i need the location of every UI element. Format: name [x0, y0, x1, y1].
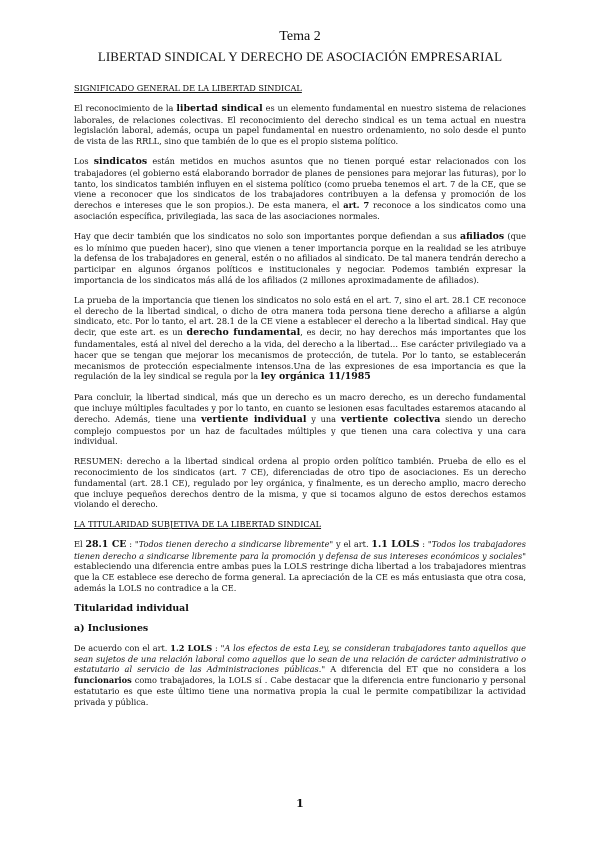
paragraph-text: y el art. — [333, 538, 372, 549]
bold-term: vertiente individual — [201, 413, 307, 425]
paragraph-text: Los — [74, 155, 94, 166]
paragraph-text: reconoce a los sindicatos como una asociación específica, privilegiada, las saca de las asociaciones normales. — [74, 200, 526, 221]
paragraph-text: (que es lo mínimo que pueden hacer), sino que vienen a tener importancia porque en la realidad se les atribuye la defensa de los trabajadores en general, estén o no afiliados al sindicato. De tal manera tendrán derecho a participar en algunos órganos políticos e institucionales y negociar. Podemos también expresar la importancia de los sindicatos más allá de los afiliados (2 millones aproximadamente de afiliados). — [74, 230, 526, 285]
bold-term: libertad sindical — [176, 102, 263, 114]
paragraph-text: y una — [306, 413, 341, 424]
paragraph-text: El — [74, 538, 86, 549]
bold-term: funcionarios — [74, 675, 132, 686]
paragraph-text: estableciendo una diferencia entre ambas pues la LOLS restringe dicha libertad a los trabajadores mientras que la CE establece ese derecho de forma general. La apreciación de la CE es más entusiasta que otra cosa, además la LOLS no contradice a la CE. — [74, 561, 526, 594]
bold-term: vertiente colectiva — [340, 413, 441, 425]
bold-term: 1.2 LOLS — [170, 642, 213, 653]
italic-quote: "Todos los trabajadores tienen derecho a sindicarse libremente para la promoción y defensa de sus intereses económicos y sociales" — [74, 538, 526, 561]
subsubsection-heading: a) Inclusiones — [74, 622, 149, 634]
paragraph-text: A diferencia del ET que no considera a los — [325, 664, 526, 675]
bold-term: ley orgánica 11/1985 — [260, 371, 371, 383]
paragraph-text: De acuerdo con el art. — [74, 642, 171, 653]
paragraph-text: : — [212, 642, 221, 653]
paragraph-text: están metidos en muchos asuntos que no tienen porqué estar relacionados con los trabajadores (el gobierno está elaborando borrador de planes de pensiones para mejorar las futuras), por lo tanto, los sindicatos también influyen en el sistema político (como prueba tenemos el art. 7 de la CE, que se viene a reconocer que los sindicatos de los trabajadores contribuyen a la defensa y promoción de los derechos e intereses que le son propios.). De esta manera, el — [74, 155, 526, 211]
paragraph-text: El reconocimiento de la — [74, 102, 177, 113]
paragraph — [74, 643, 526, 708]
paragraph — [74, 295, 526, 383]
chapter-number: Tema 2 — [279, 29, 321, 44]
section-heading: LA TITULARIDAD SUBJETIVA DE LA LIBERTAD SINDICAL — [74, 519, 322, 530]
subsection-heading: Titularidad individual — [74, 602, 189, 614]
document-title: LIBERTAD SINDICAL Y DERECHO DE ASOCIACIÓN EMPRESARIAL — [97, 49, 503, 64]
paragraph-text: : — [126, 538, 135, 549]
paragraph-text: como trabajadores, la LOLS sí . Cabe destacar que la diferencia entre funcionario y personal estatutario es que este último tiene una normativa propia la cual le permite compatibilizar la actividad privada y pública. — [74, 675, 526, 707]
paragraph-text: , es decir, no hay derechos más importantes que los fundamentales, está al nivel del derecho a la vida, del derecho a la libertad… Ese carácter privilegiado va a hacer que se tengan que mejorar los mecanismos de protección, de tutela. Por lo tanto, se establecerán mecanismos de protección especialmente intensos.Una de las expresiones de esa importancia es que la regulación de la ley sindical se regula por la — [74, 327, 526, 382]
paragraph-text: siendo un derecho complejo compuestos por un haz de facultades múltiples y que tienen una cara colectiva y una cara individual. — [74, 413, 526, 447]
paragraph — [74, 156, 526, 222]
paragraph — [74, 539, 526, 594]
paragraph — [74, 392, 526, 447]
italic-quote: "A los efectos de esta Ley, se consideran trabajadores tanto aquellos que sean sujetos de una relación laboral como aquellos que lo sean de una relación de carácter administrativo o estatutario al servicio de las Administraciones públicas." — [74, 642, 526, 675]
paragraph — [74, 231, 526, 286]
paragraph-text: : — [419, 538, 428, 549]
bold-term: 1.1 LOLS — [371, 538, 420, 550]
paragraph-text: Para concluir, la libertad sindical, más que un derecho es un macro derecho, es un derecho fundamental que incluye múltiples facultades y por lo tanto, en cuanto se lesionen esas facultades estaremos atacando al derecho. Además, tiene una — [74, 392, 526, 424]
bold-term: afiliados — [459, 230, 505, 242]
bold-term: art. 7 — [343, 200, 370, 211]
bold-term: derecho fundamental — [186, 327, 301, 339]
paragraph-text: Hay que decir también que los sindicatos no solo son importantes porque defiendan a sus — [74, 230, 460, 241]
summary-paragraph: RESUMEN: derecho a la libertad sindical ordena al propio orden político también. Prueba de ello es el reconocimiento de los sindicatos (art. 7 CE), diferenciadas de otro tipo de asociaciones. Es un derecho fundamental (art. 28.1 CE), regulado por ley orgánica, y finalmente, es un derecho amplio, macro derecho que incluye pequeños derechos dentro de la misma, y que si tocamos alguno de estos derechos estamos violando el derecho. — [74, 456, 526, 510]
bold-term: sindicatos — [93, 155, 148, 167]
section-heading: SIGNIFICADO GENERAL DE LA LIBERTAD SINDICAL — [74, 83, 302, 93]
paragraph-text: La prueba de la importancia que tienen los sindicatos no solo está en el art. 7, sino el art. 28.1 CE reconoce el derecho de la libertad sindical, o dicho de otra manera toda persona tiene derecho a afiliarse a algún sindicato, etc. Por lo tanto, el art. 28.1 de la CE viene a establecer el derecho a la libertad sindical. Hay que decir, que este art. es un — [74, 294, 526, 338]
italic-quote: "Todos tienen derecho a sindicarse libremente" — [134, 538, 334, 549]
paragraph-text: es un elemento fundamental en nuestro sistema de relaciones laborales, de relaciones colectivas. El reconocimiento del derecho sindical es un tema actual en nuestra legislación laboral, además, ocupa un papel fundamental en nuestro ordenamiento, no solo desde el punto de vista de las RRLL, sino que también de lo que es el propio sistema político. — [74, 102, 526, 147]
bold-term: 28.1 CE — [85, 538, 127, 550]
document-body — [74, 83, 526, 717]
paragraph — [74, 103, 526, 147]
page-number: 1 — [296, 797, 304, 810]
